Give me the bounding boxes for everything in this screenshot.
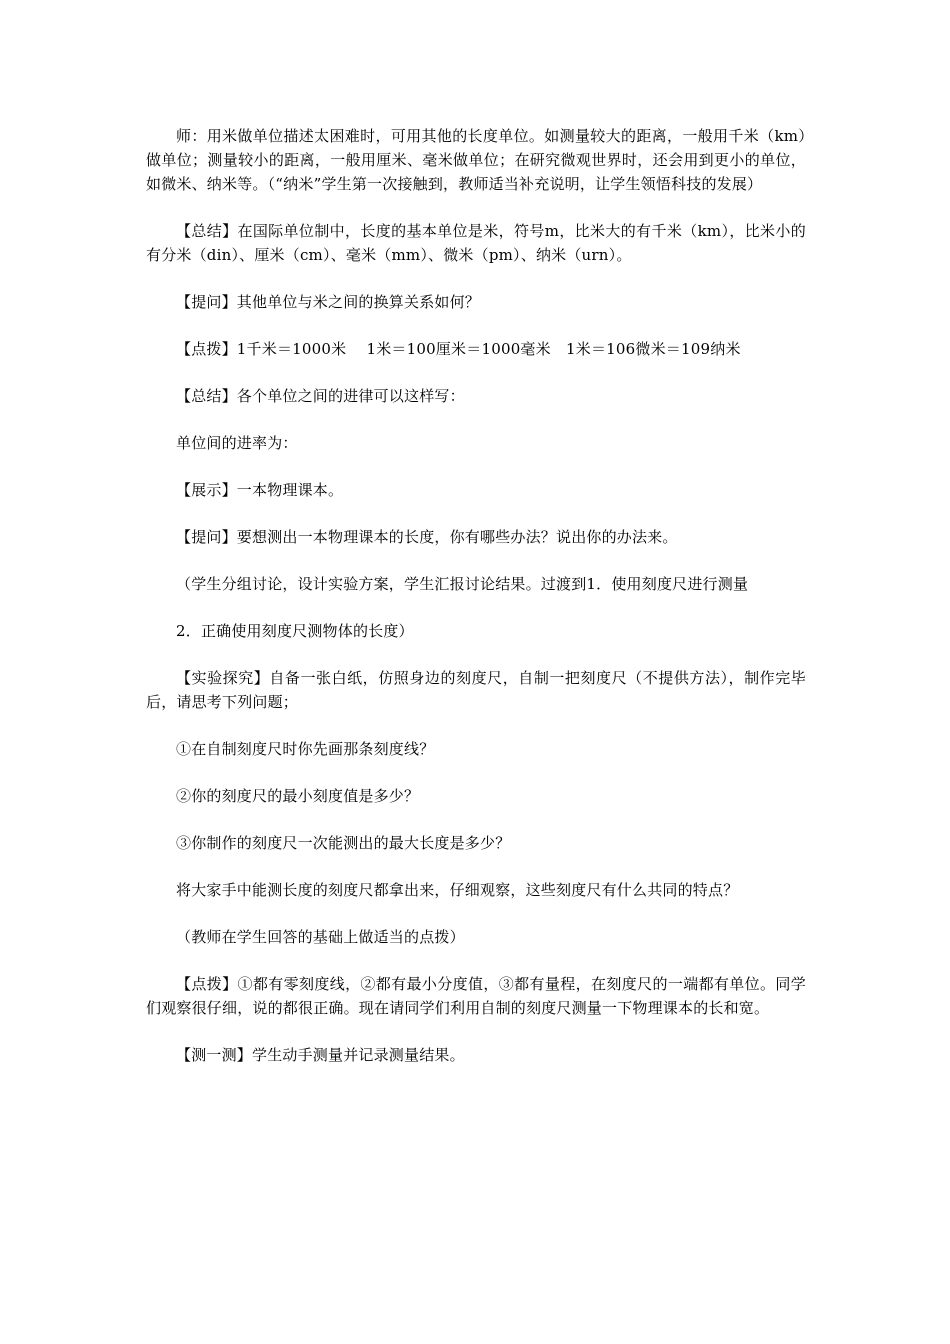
paragraph-observe-rulers: 将大家手中能测长度的刻度尺都拿出来，仔细观察，这些刻度尺有什么共同的特点？ — [176, 881, 739, 899]
paragraph-teacher-hint: （教师在学生回答的基础上做适当的点拨） — [176, 928, 465, 946]
paragraph-hint-features: 【点拨】①都有零刻度线，②都有最小分度值，③都有量程，在刻度尺的一端都有单位。同学们观察很仔细，说的都很正确。现在请同学们利用自制的刻度尺测量一下物理课本的长和宽。 — [146, 975, 806, 1017]
paragraph-hint-conversion: 【点拨】1千米＝1000米 1米＝100厘米＝1000毫米 1米＝106微米＝109纳米 — [176, 340, 741, 358]
paragraph-group-discussion: （学生分组讨论，设计实验方案，学生汇报讨论结果。过渡到1．使用刻度尺进行测量 — [176, 575, 749, 593]
paragraph-question-3: ③你制作的刻度尺一次能测出的最大长度是多少？ — [176, 834, 511, 852]
paragraph-question-1: ①在自制刻度尺时你先画那条刻度线？ — [176, 740, 435, 758]
paragraph-question-2: ②你的刻度尺的最小刻度值是多少？ — [176, 787, 420, 805]
document-page — [146, 124, 806, 1090]
paragraph-question-conversion: 【提问】其他单位与米之间的换算关系如何？ — [176, 293, 481, 311]
paragraph-measure-activity: 【测一测】学生动手测量并记录测量结果。 — [176, 1046, 465, 1064]
paragraph-show-textbook: 【展示】一本物理课本。 — [176, 481, 344, 499]
paragraph-summary-si-units: 【总结】在国际单位制中，长度的基本单位是米，符号m，比米大的有千米（km），比米小的有分米（din）、厘米（cm）、毫米（mm）、微米（pm）、纳米（urn）。 — [146, 222, 806, 264]
paragraph-teacher-units: 师：用米做单位描述太困难时，可用其他的长度单位。如测量较大的距离，一般用千米（km）做单位；测量较小的距离，一般用厘米、毫米做单位；在研究微观世界时，还会用到更小的单位，如微米、纳米等。（“纳米”学生第一次接触到，教师适当补充说明，让学生领悟科技的发展） — [146, 127, 806, 193]
paragraph-summary-ratio: 【总结】各个单位之间的进律可以这样写： — [176, 387, 465, 405]
paragraph-experiment: 【实验探究】自备一张白纸，仿照身边的刻度尺，自制一把刻度尺（不提供方法），制作完毕后，请思考下列问题； — [146, 669, 806, 711]
paragraph-question-measure: 【提问】要想测出一本物理课本的长度，你有哪些办法？说出你的办法来。 — [176, 528, 678, 546]
paragraph-section-2: 2．正确使用刻度尺测物体的长度） — [176, 622, 414, 640]
paragraph-unit-ratio: 单位间的进率为： — [176, 434, 298, 452]
